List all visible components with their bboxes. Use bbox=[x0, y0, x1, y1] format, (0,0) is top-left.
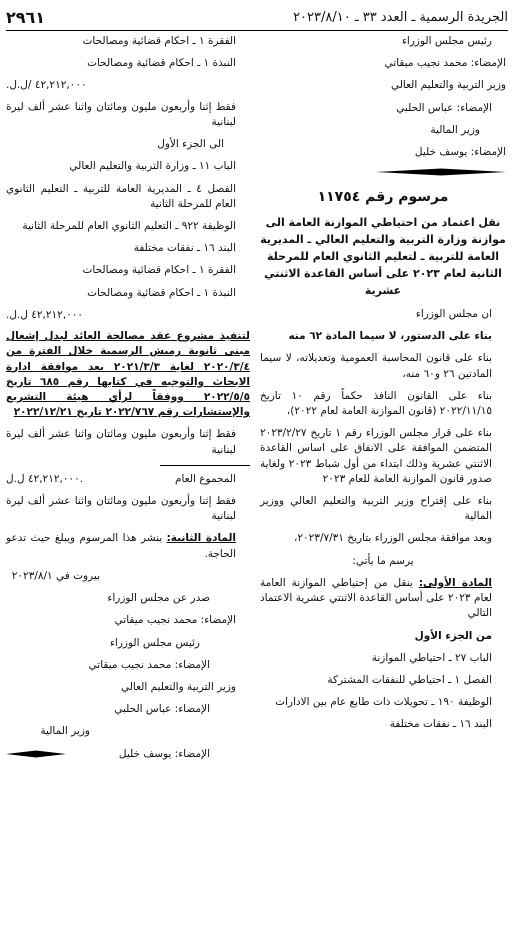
signature-line: الإمضاء: محمد نجيب ميقاتي bbox=[384, 57, 506, 70]
budget-item: الباب ٢٧ ـ احتياطي الموازنة bbox=[371, 651, 492, 664]
amount-value: ٤٢,٢١٢,٠٠٠ /ل.ل. bbox=[6, 79, 87, 92]
amount-value: ٤٢,٢١٢,٠٠٠ ل.ل. bbox=[6, 308, 84, 321]
gazette-issue-title: الجريدة الرسمية ـ العدد ٣٣ ـ ٢٠٢٣/٨/١٠ bbox=[293, 9, 508, 25]
amount-in-words: فقط إثنا وأربعون مليون ومائتان واثنا عشر ألف ليرة لبنانية bbox=[6, 100, 236, 128]
to-part: الى الجزء الأول bbox=[157, 138, 224, 151]
purpose-text: لتنفيذ مشروع عقد مصالحة العائد لبدل إشغال مبنى ثانوية رميش الرسمية خلال الفترة من ٢٠٢٠/٣/٤ لغاية ٢٠٢١/٣/٣ بعد موافقة ادارة الابحاث والتوجيه في كتابها رقم ٦٨٥ تاريخ ٢٠٢٢/٥/٥ ووفقاً لرأي هيئة التشريع والإستشارات رقم ٢٠٢٢/٧٦٧ تاريخ ٢٠٢٢/١٢/٢١ bbox=[6, 330, 250, 419]
amount-in-words: فقط إثنا وأربعون مليون ومائتان واثنا عشر ألف ليرة لبنانية bbox=[6, 428, 236, 456]
signature-title: وزير المالية bbox=[40, 725, 90, 738]
budget-item: الفصل ٤ ـ المديرية العامة للتربية ـ التعليم الثانوي العام للمرحلة الثانية bbox=[6, 182, 236, 210]
purpose-paragraph bbox=[6, 329, 250, 420]
budget-item: الفقرة ١ ـ احكام قضائية ومصالحات bbox=[82, 264, 236, 277]
basis-cabinet-decision: بناء على قرار مجلس الوزراء رقم ١ تاريخ ٢٠٢٣/٢/٢٧ المتضمن الموافقة على الانفاق على اساس القاعدة الاثنتي عشرية وذلك ابتداء من أول شباط ٢٠٢٣ ولغاية صدور قانون الموازنة العامة للعام ٢٠٢٣ bbox=[260, 427, 492, 485]
signature-line: الإمضاء: عباس الحلبي bbox=[396, 101, 492, 114]
amount-figure bbox=[6, 308, 250, 323]
signature-title: رئيس مجلس الوزراء bbox=[401, 35, 492, 47]
grand-total-label: المجموع العام bbox=[175, 472, 236, 485]
basis-proposal: بناء على إقتراح وزير التربية والتعليم العالي ووزير المالية bbox=[260, 495, 492, 523]
intro-line: ان مجلس الوزراء bbox=[415, 307, 492, 320]
budget-item: البند ١٦ ـ نفقات مختلفة bbox=[133, 242, 236, 255]
article-one-label: المادة الأولى: bbox=[418, 576, 493, 589]
signature-line: الإمضاء: محمد نجيب ميقاتي bbox=[88, 658, 210, 671]
signature-title: رئيس مجلس الوزراء bbox=[109, 636, 200, 649]
article-two bbox=[6, 531, 250, 561]
signature-line: الإمضاء: محمد نجيب ميقاتي bbox=[114, 614, 236, 627]
signature-title: وزير التربية والتعليم العالي bbox=[120, 681, 236, 693]
grand-total-row bbox=[6, 472, 250, 487]
approval-line: وبعد موافقة مجلس الوزراء بتاريخ ٢٠٢٣/٧/٣١، bbox=[294, 532, 492, 545]
amount-figure bbox=[6, 78, 250, 93]
right-column bbox=[260, 34, 506, 934]
budget-item: الوظيفة ١٩٠ ـ تحويلات ذات طابع عام بين الادارات bbox=[275, 696, 492, 709]
article-two-text: ينشر هذا المرسوم ويبلغ حيث تدعو الحاجة. bbox=[6, 532, 236, 560]
signature-line: الإمضاء: عباس الحلبي bbox=[114, 703, 210, 716]
from-part: من الجزء الأول bbox=[414, 629, 492, 642]
grand-total-amount: ٤٢,٢١٢,٠٠٠ ل.ل. bbox=[6, 472, 84, 485]
budget-item: الفصل ١ ـ احتياطي للنفقات المشتركة bbox=[327, 674, 492, 686]
issued-by: صدر عن مجلس الوزراء bbox=[107, 592, 210, 605]
section-divider bbox=[260, 167, 506, 177]
grand-total-words: فقط إثنا وأربعون مليون ومائتان واثنا عشر ألف ليرة لبنانية bbox=[6, 495, 236, 523]
signature-title: وزير المالية bbox=[430, 123, 480, 136]
budget-item: الفقرة ١ ـ احكام قضائية ومصالحات bbox=[82, 35, 236, 47]
basis-accounting: بناء على قانون المحاسبة العمومية وتعديلاته، لا سيما المادتين ٢٦ و٦٠ منه، bbox=[260, 352, 492, 380]
signature-line: الإمضاء: يوسف خليل bbox=[414, 146, 506, 159]
budget-item: النبذة ١ ـ احكام قضائية ومصالحات bbox=[87, 57, 236, 70]
decree-number: مرسوم رقم ١١٧٥٤ bbox=[317, 189, 449, 206]
article-one-text: ينقل من إحتياطي الموازنة العامة لعام ٢٠٢٣ على أساس القاعدة الاثنتي عشرية الاعتماد التالي bbox=[260, 576, 492, 620]
budget-item: البند ١٦ ـ نفقات مختلفة bbox=[389, 718, 492, 731]
left-column bbox=[6, 34, 250, 934]
basis-constitution: بناء على الدستور، لا سيما المادة ٦٢ منه bbox=[288, 330, 492, 343]
decrees-line: يرسم ما يأتي: bbox=[352, 554, 414, 567]
decree-title: نقل اعتماد من احتياطي الموازنة العامة الى موازنة وزارة التربية والتعليم العالي ـ المديرية العامة للتربية ـ لتعليم الثانوي العام للمرحلة الثانية لعام ٢٠٢٣ على أساس القاعدة الاثنتي عشرية bbox=[260, 215, 506, 297]
signature-title: وزير التربية والتعليم العالي bbox=[390, 79, 506, 92]
budget-item: الوظيفة ٩٢٢ ـ التعليم الثانوي العام للمرحلة الثانية bbox=[22, 219, 236, 232]
page-header bbox=[6, 6, 508, 31]
article-two-label: المادة الثانية: bbox=[166, 532, 236, 545]
budget-item: الباب ١١ ـ وزارة التربية والتعليم العالي bbox=[69, 160, 236, 173]
basis-law: بناء على القانون النافذ حكماً رقم ١٠ تاريخ ٢٠٢٢/١١/١٥ (قانون الموازنة العامة لعام ٢٠٢٢)، bbox=[260, 389, 492, 417]
budget-item: النبذة ١ ـ احكام قضائية ومصالحات bbox=[87, 286, 236, 299]
article-one bbox=[260, 576, 506, 622]
final-signature-row bbox=[6, 747, 250, 762]
signature-line: الإمضاء: يوسف خليل bbox=[118, 747, 210, 760]
divider-ornament bbox=[376, 167, 506, 177]
total-separator bbox=[160, 465, 250, 466]
date-line: بيروت في ٢٠٢٣/٨/١ bbox=[11, 569, 100, 582]
divider-ornament bbox=[6, 749, 66, 759]
page-number: ٢٩٦١ bbox=[6, 7, 46, 27]
